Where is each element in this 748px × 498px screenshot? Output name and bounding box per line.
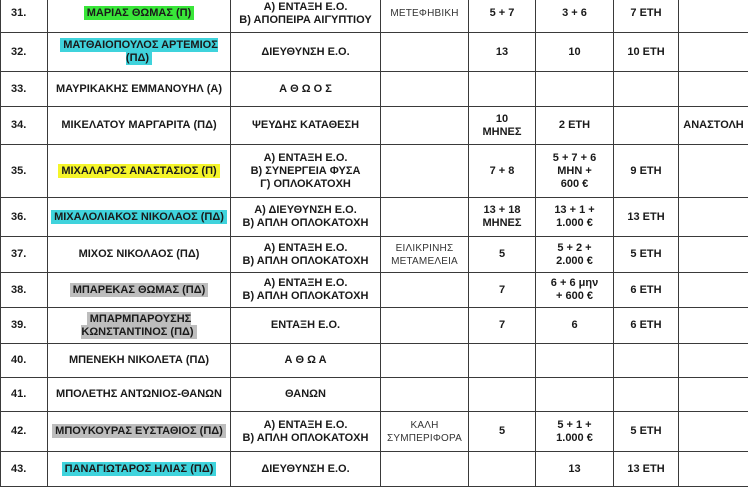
- row-number: 32.: [1, 33, 48, 72]
- charges-cell: Α) ΕΝΤΑΞΗ Ε.Ο. Β) ΑΠΟΠΕΙΡΑ ΑΙΓΥΠΤΙΟΥ: [231, 0, 381, 33]
- final-sentence: [614, 344, 679, 378]
- defendant-name: ΜΑΡΙΑΣ ΘΩΜΑΣ (Π): [84, 6, 195, 20]
- row-number: 43.: [1, 452, 48, 487]
- table-row: [1, 308, 748, 344]
- row-number: 35.: [1, 145, 48, 198]
- row-number: 33.: [1, 72, 48, 107]
- charges-cell: ΨΕΥΔΗΣ ΚΑΤΑΘΕΣΗ: [231, 107, 381, 145]
- charges-cell: Α) ΕΝΤΑΞΗ Ε.Ο. Β) ΑΠΛΗ ΟΠΛΟΚΑΤΟΧΗ: [231, 273, 381, 308]
- sentence-breakdown: 10: [536, 33, 614, 72]
- defendant-name-cell: [48, 33, 231, 72]
- charges-cell: Α) ΕΝΤΑΞΗ Ε.Ο. Β) ΑΠΛΗ ΟΠΛΟΚΑΤΟΧΗ: [231, 237, 381, 273]
- mitigating-note: [381, 378, 469, 412]
- requested-sentence: 13 + 18 ΜΗΝΕΣ: [469, 198, 536, 237]
- requested-sentence: [469, 72, 536, 107]
- table-row: [1, 273, 748, 308]
- defendant-name-cell: [48, 107, 231, 145]
- final-sentence: 5 ΕΤΗ: [614, 237, 679, 273]
- defendant-name: ΜΠΑΡΕΚΑΣ ΘΩΜΑΣ (ΠΔ): [70, 283, 209, 297]
- requested-sentence: [469, 344, 536, 378]
- table-row: [1, 452, 748, 487]
- table-row: [1, 198, 748, 237]
- remark: [679, 452, 748, 487]
- defendant-name-cell: [48, 308, 231, 344]
- sentence-breakdown: 6 + 6 μην + 600 €: [536, 273, 614, 308]
- final-sentence: 7 ΕΤΗ: [614, 0, 679, 33]
- remark: [679, 378, 748, 412]
- table-row: [1, 72, 748, 107]
- defendant-name-cell: [48, 344, 231, 378]
- requested-sentence: 5: [469, 237, 536, 273]
- defendant-name: ΜΠΕΝΕΚΗ ΝΙΚΟΛΕΤΑ (ΠΔ): [68, 354, 210, 366]
- mitigating-note: ΜΕΤΕΦΗΒΙΚΗ: [381, 0, 469, 33]
- mitigating-note: [381, 273, 469, 308]
- remark: [679, 273, 748, 308]
- final-sentence: 5 ΕΤΗ: [614, 412, 679, 452]
- sentence-breakdown: 3 + 6: [536, 0, 614, 33]
- final-sentence: [614, 378, 679, 412]
- remark: [679, 198, 748, 237]
- defendant-name: ΠΑΝΑΓΙΩΤΑΡΟΣ ΗΛΙΑΣ (ΠΔ): [62, 462, 217, 476]
- requested-sentence: 7: [469, 308, 536, 344]
- table-body: [1, 0, 748, 487]
- final-sentence: 10 ΕΤΗ: [614, 33, 679, 72]
- charges-cell: Α) ΕΝΤΑΞΗ Ε.Ο. Β) ΑΠΛΗ ΟΠΛΟΚΑΤΟΧΗ: [231, 412, 381, 452]
- defendant-name-cell: [48, 145, 231, 198]
- row-number: 38.: [1, 273, 48, 308]
- final-sentence: 13 ΕΤΗ: [614, 198, 679, 237]
- remark: [679, 237, 748, 273]
- defendant-name: ΜΑΤΘΑΙΟΠΟΥΛΟΣ ΑΡΤΕΜΙΟΣ (ΠΔ): [60, 38, 218, 65]
- sentence-breakdown: 13 + 1 + 1.000 €: [536, 198, 614, 237]
- mitigating-note: [381, 72, 469, 107]
- final-sentence: 13 ΕΤΗ: [614, 452, 679, 487]
- mitigating-note: [381, 145, 469, 198]
- final-sentence: [614, 107, 679, 145]
- table-row: [1, 237, 748, 273]
- sentence-breakdown: 2 ΕΤΗ: [536, 107, 614, 145]
- charges-cell: ΔΙΕΥΘΥΝΣΗ Ε.Ο.: [231, 452, 381, 487]
- charges-cell: Α) ΔΙΕΥΘΥΝΣΗ Ε.Ο. Β) ΑΠΛΗ ΟΠΛΟΚΑΤΟΧΗ: [231, 198, 381, 237]
- charges-cell: ΘΑΝΩΝ: [231, 378, 381, 412]
- table-row: [1, 33, 748, 72]
- defendant-name: ΜΙΚΕΛΑΤΟΥ ΜΑΡΓΑΡΙΤΑ (ΠΔ): [61, 119, 217, 131]
- table-row: [1, 378, 748, 412]
- final-sentence: [614, 72, 679, 107]
- defendant-name-cell: [48, 378, 231, 412]
- row-number: 36.: [1, 198, 48, 237]
- mitigating-note: [381, 107, 469, 145]
- final-sentence: 6 ΕΤΗ: [614, 308, 679, 344]
- defendant-name-cell: [48, 273, 231, 308]
- final-sentence: 6 ΕΤΗ: [614, 273, 679, 308]
- mitigating-note: ΚΑΛΗ ΣΥΜΠΕΡΙΦΟΡΑ: [381, 412, 469, 452]
- sentence-breakdown: 5 + 7 + 6 ΜΗΝ + 600 €: [536, 145, 614, 198]
- mitigating-note: [381, 308, 469, 344]
- row-number: 42.: [1, 412, 48, 452]
- charges-cell: ΔΙΕΥΘΥΝΣΗ Ε.Ο.: [231, 33, 381, 72]
- row-number: 39.: [1, 308, 48, 344]
- defendant-name: ΜΙΧΟΣ ΝΙΚΟΛΑΟΣ (ΠΔ): [78, 248, 200, 260]
- remark: [679, 344, 748, 378]
- sentence-breakdown: 5 + 2 + 2.000 €: [536, 237, 614, 273]
- remark: [679, 0, 748, 33]
- remark: [679, 33, 748, 72]
- table-row: [1, 145, 748, 198]
- row-number: 40.: [1, 344, 48, 378]
- defendant-name-cell: [48, 0, 231, 33]
- requested-sentence: 13: [469, 33, 536, 72]
- charges-cell: ΕΝΤΑΞΗ Ε.Ο.: [231, 308, 381, 344]
- requested-sentence: [469, 378, 536, 412]
- sentence-breakdown: [536, 72, 614, 107]
- defendant-name-cell: [48, 237, 231, 273]
- defendant-name-cell: [48, 72, 231, 107]
- defendant-name: ΜΠΟΛΕΤΗΣ ΑΝΤΩΝΙΟΣ-ΘΑΝΩΝ: [56, 388, 222, 400]
- mitigating-note: [381, 33, 469, 72]
- table-row: [1, 344, 748, 378]
- row-number: 34.: [1, 107, 48, 145]
- mitigating-note: [381, 198, 469, 237]
- requested-sentence: 7 + 8: [469, 145, 536, 198]
- requested-sentence: 5: [469, 412, 536, 452]
- defendant-name: ΜΙΧΑΛΑΡΟΣ ΑΝΑΣΤΑΣΙΟΣ (Π): [58, 164, 219, 178]
- defendant-name: ΜΠΑΡΜΠΑΡΟΥΣΗΣ ΚΩΝΣΤΑΝΤΙΝΟΣ (ΠΔ): [81, 312, 196, 339]
- defendant-name: ΜΠΟΥΚΟΥΡΑΣ ΕΥΣΤΑΘΙΟΣ (ΠΔ): [52, 424, 226, 438]
- defendant-name: ΜΑΥΡΙΚΑΚΗΣ ΕΜΜΑΝΟΥΗΛ (Α): [55, 82, 222, 95]
- sentence-breakdown: 6: [536, 308, 614, 344]
- remark: [679, 308, 748, 344]
- requested-sentence: 7: [469, 273, 536, 308]
- requested-sentence: 10 ΜΗΝΕΣ: [469, 107, 536, 145]
- mitigating-note: ΕΙΛΙΚΡΙΝΗΣ ΜΕΤΑΜΕΛΕΙΑ: [381, 237, 469, 273]
- final-sentence: 9 ΕΤΗ: [614, 145, 679, 198]
- row-number: 37.: [1, 237, 48, 273]
- sentence-breakdown: [536, 378, 614, 412]
- table-row: [1, 412, 748, 452]
- table-row: [1, 107, 748, 145]
- defendant-name-cell: [48, 452, 231, 487]
- defendant-name-cell: [48, 412, 231, 452]
- remark: [679, 72, 748, 107]
- remark: ΑΝΑΣΤΟΛΗ: [679, 107, 748, 145]
- table-row: [1, 0, 748, 33]
- mitigating-note: [381, 452, 469, 487]
- charges-cell: Α Θ Ω Α: [231, 344, 381, 378]
- sentence-breakdown: 13: [536, 452, 614, 487]
- sentence-breakdown: 5 + 1 + 1.000 €: [536, 412, 614, 452]
- row-number: 31.: [1, 0, 48, 33]
- remark: [679, 412, 748, 452]
- defendant-name-cell: [48, 198, 231, 237]
- requested-sentence: 5 + 7: [469, 0, 536, 33]
- mitigating-note: [381, 344, 469, 378]
- charges-cell: Α Θ Ω Ο Σ: [231, 72, 381, 107]
- requested-sentence: [469, 452, 536, 487]
- sentence-breakdown: [536, 344, 614, 378]
- defendant-name: ΜΙΧΑΛΟΛΙΑΚΟΣ ΝΙΚΟΛΑΟΣ (ΠΔ): [51, 210, 227, 224]
- remark: [679, 145, 748, 198]
- row-number: 41.: [1, 378, 48, 412]
- charges-cell: Α) ΕΝΤΑΞΗ Ε.Ο. Β) ΣΥΝΕΡΓΕΙΑ ΦΥΣΑ Γ) ΟΠΛΟΚΑΤΟΧΗ: [231, 145, 381, 198]
